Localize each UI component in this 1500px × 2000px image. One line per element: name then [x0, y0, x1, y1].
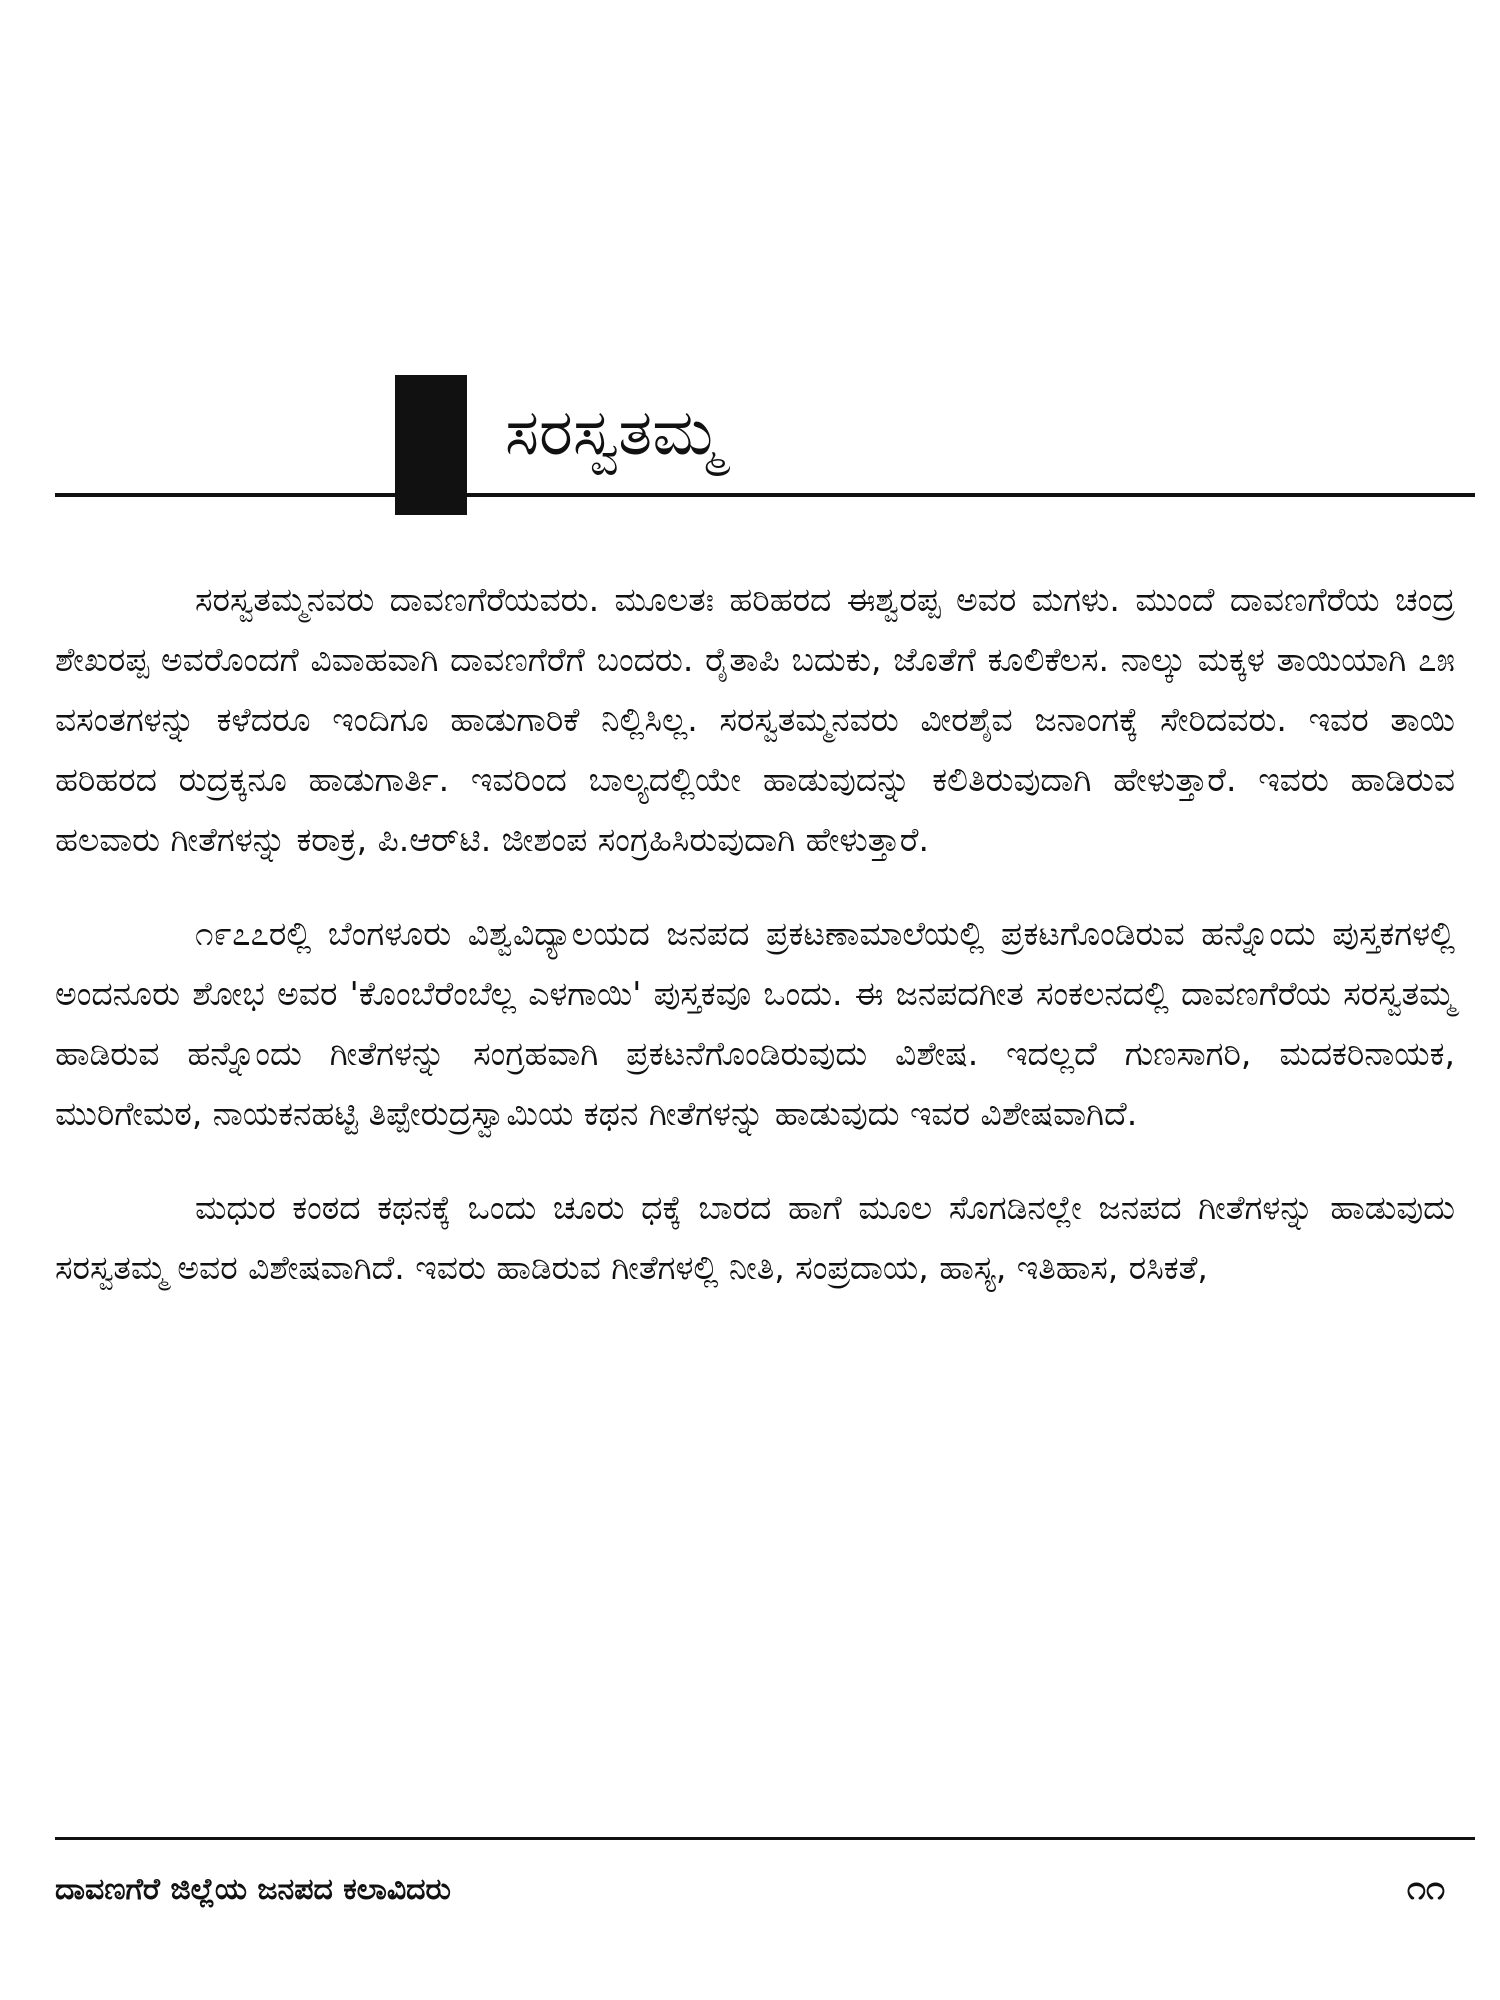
page-title: ಸರಸ್ವತಮ್ಮ: [505, 396, 722, 470]
paragraph-1: ಸರಸ್ವತಮ್ಮನವರು ದಾವಣಗೆರೆಯವರು. ಮೂಲತಃ ಹರಿಹರದ ಈಶ್ವರಪ್ಪ ಅವರ ಮಗಳು. ಮುಂದೆ ದಾವಣಗೆರೆಯ ಚಂದ್ರ ಶೇಖರಪ್ಪ ಅವರೊಂದಗೆ ವಿವಾಹವಾಗಿ ದಾವಣಗೆರೆಗೆ ಬಂದರು. ರೈತಾಪಿ ಬದುಕು, ಜೊತೆಗೆ ಕೂಲಿಕೆಲಸ. ನಾಲ್ಕು ಮಕ್ಕಳ ತಾಯಿಯಾಗಿ ೭೫ ವಸಂತಗಳನ್ನು ಕಳೆದರೂ ಇಂದಿಗೂ ಹಾಡುಗಾರಿಕೆ ನಿಲ್ಲಿಸಿಲ್ಲ. ಸರಸ್ವತಮ್ಮನವರು ವೀರಶೈವ ಜನಾಂಗಕ್ಕೆ ಸೇರಿದವರು. ಇವರ ತಾಯಿ ಹರಿಹರದ ರುದ್ರಕ್ಕನೂ ಹಾಡುಗಾರ್ತಿ. ಇವರಿಂದ ಬಾಲ್ಯದಲ್ಲಿಯೇ ಹಾಡುವುದನ್ನು ಕಲಿತಿರುವುದಾಗಿ ಹೇಳುತ್ತಾರೆ. ಇವರು ಹಾಡಿರುವ ಹಲವಾರು ಗೀತೆಗಳನ್ನು ಕರಾಕ್ರ, ಪಿ.ಆರ್‌ಟಿ. ಜೀಶಂಪ ಸಂಗ್ರಹಿಸಿರುವುದಾಗಿ ಹೇಳುತ್ತಾರೆ.: [55, 580, 1455, 859]
paragraph-2: ೧೯೭೭ರಲ್ಲಿ ಬೆಂಗಳೂರು ವಿಶ್ವವಿದ್ಯಾಲಯದ ಜನಪದ ಪ್ರಕಟಣಾಮಾಲೆಯಲ್ಲಿ ಪ್ರಕಟಗೊಂಡಿರುವ ಹನ್ನೊಂದು ಪುಸ್ತಕಗಳಲ್ಲಿ ಅಂದನೂರು ಶೋಭ ಅವರ 'ಕೊಂಬೆರೆಂಬೆಲ್ಲ ಎಳಗಾಯಿ' ಪುಸ್ತಕವೂ ಒಂದು. ಈ ಜನಪದಗೀತ ಸಂಕಲನದಲ್ಲಿ ದಾವಣಗೆರೆಯ ಸರಸ್ವತಮ್ಮ ಹಾಡಿರುವ ಹನ್ನೊಂದು ಗೀತೆಗಳನ್ನು ಸಂಗ್ರಹವಾಗಿ ಪ್ರಕಟನೆಗೊಂಡಿರುವುದು ವಿಶೇಷ. ಇದಲ್ಲದೆ ಗುಣಸಾಗರಿ, ಮದಕರಿನಾಯಕ, ಮುರಿಗೇಮಠ, ನಾಯಕನಹಟ್ಟಿ ತಿಪ್ಪೇರುದ್ರಸ್ವಾಮಿಯ ಕಥನ ಗೀತೆಗಳನ್ನು ಹಾಡುವುದು ಇವರ ವಿಶೇಷವಾಗಿದೆ.: [55, 914, 1455, 1133]
footer-rule: [55, 1837, 1475, 1840]
body-text: [55, 570, 1455, 1332]
page-number: ೧೧: [1406, 1868, 1445, 1908]
title-rule: [55, 493, 1475, 497]
paragraph-3: ಮಧುರ ಕಂಠದ ಕಥನಕ್ಕೆ ಒಂದು ಚೂರು ಧಕ್ಕೆ ಬಾರದ ಹಾಗೆ ಮೂಲ ಸೊಗಡಿನಲ್ಲೇ ಜನಪದ ಗೀತೆಗಳನ್ನು ಹಾಡುವುದು ಸರಸ್ವತಮ್ಮ ಅವರ ವಿಶೇಷವಾಗಿದೆ. ಇವರು ಹಾಡಿರುವ ಗೀತೆಗಳಲ್ಲಿ ನೀತಿ, ಸಂಪ್ರದಾಯ, ಹಾಸ್ಯ, ಇತಿಹಾಸ, ರಸಿಕತೆ,: [55, 1188, 1455, 1287]
footer-book-title: ದಾವಣಗೆರೆ ಜಿಲ್ಲೆಯ ಜನಪದ ಕಲಾವಿದರು: [55, 1872, 451, 1907]
